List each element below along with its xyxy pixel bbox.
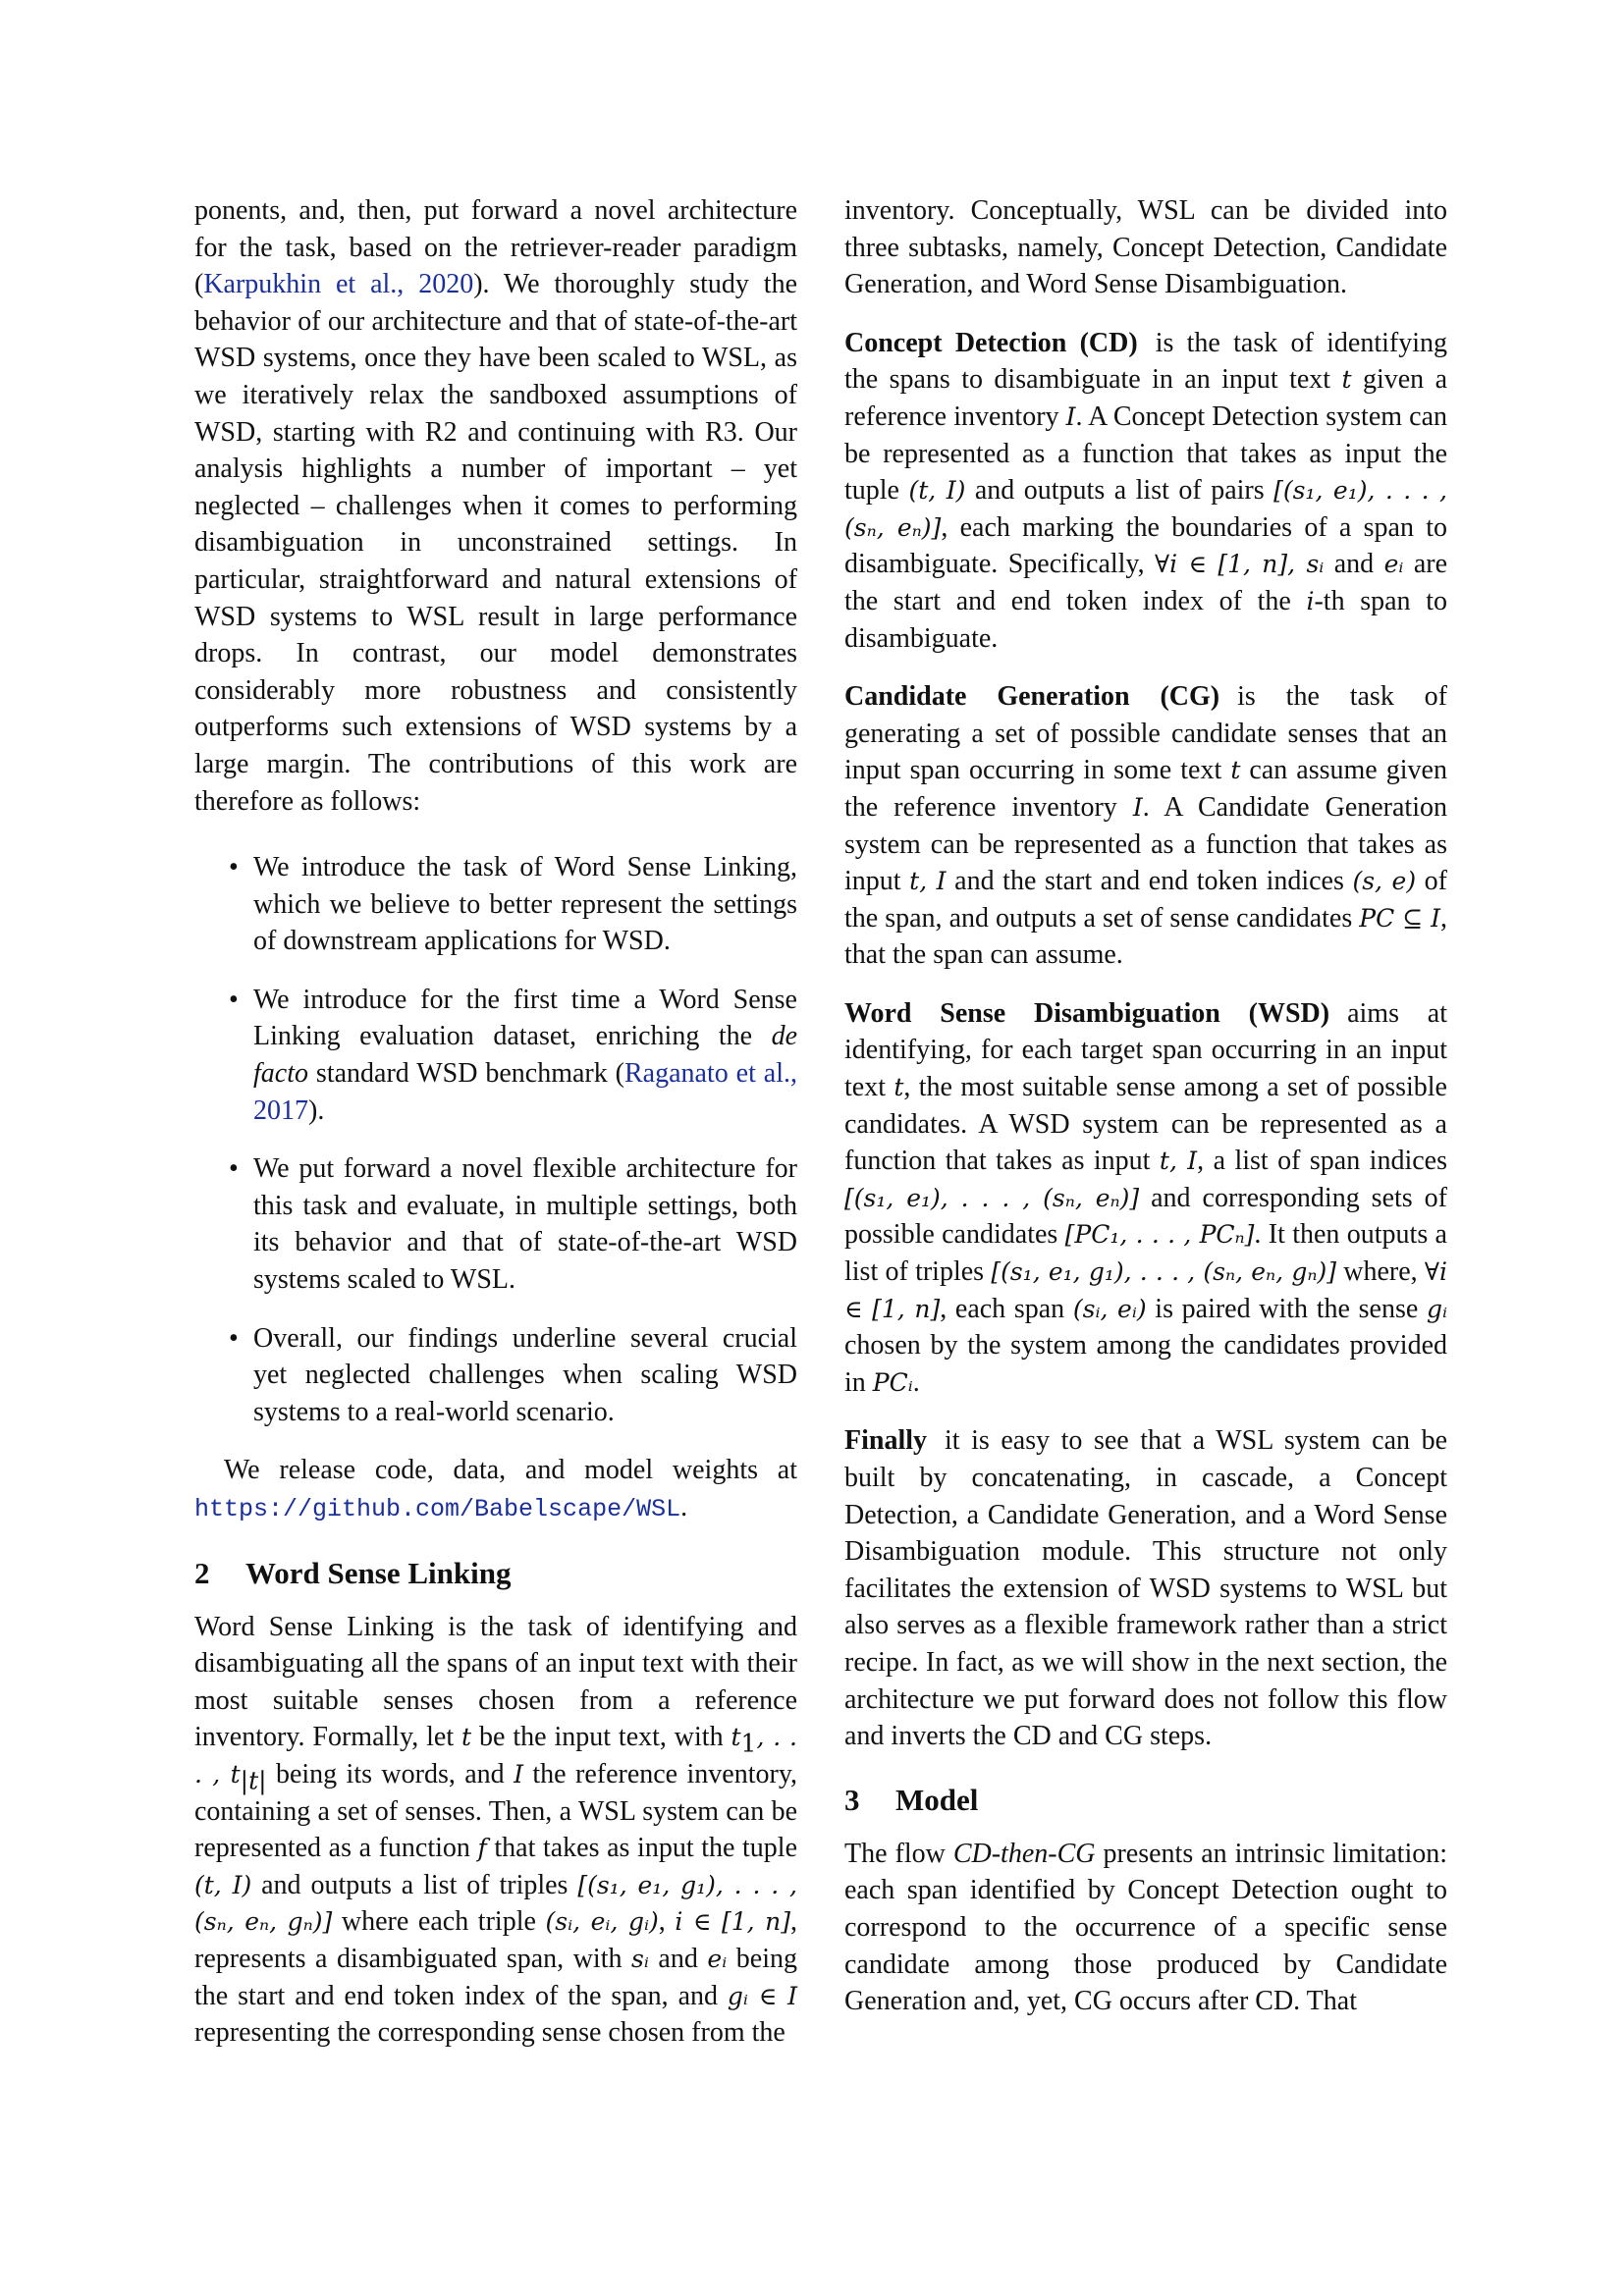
bullet-icon: • (229, 984, 239, 1015)
list-item: • We put forward a novel flexible architecture for this task and evaluate, in multiple settings, both its behavior and that of state-of-the-art WSD systems scaled to WSL. (194, 1150, 797, 1298)
bullet-icon: • (229, 1322, 239, 1354)
section-2-paragraph: Word Sense Linking is the task of identifying and disambiguating all the spans of an input text with their most suitable senses chosen from a reference inventory. Formally, let t be the input text, with $t_1$, . . . , $t_{|t|}$ being its words, and I the reference inventory, containing a set of senses. Then, a WSL system can be represented as a function f that takes as input the tuple (t, I) and outputs a list of triples [(s₁, e₁, g₁), . . . , (sₙ, eₙ, gₙ)] where each triple (sᵢ, eᵢ, gᵢ), i ∈ [1, n], represents a disambiguated span, with sᵢ and eᵢ being the start and end token index of the span, and gᵢ ∈ I representing the corresponding sense chosen from the (194, 1611, 798, 2049)
wsd-paragraph: Word Sense Disambiguation (WSD) aims at identifying, for each target span occurring in an input text t, the most suitable sense among a set of possible candidates. A WSD system can be represented as a function that takes as input t, I, a list of span indices [(s₁, e₁), . . . , (sₙ, eₙ)] and corresponding sets of possible candidates [PC₁, . . . , PCₙ]. It then outputs a list of triples [(s₁, e₁, g₁), . . . , (sₙ, eₙ, gₙ)] where, ∀i ∈ [1, n], each span (sᵢ, eᵢ) is paired with the sense gᵢ chosen by the system among the candidates provided in PCᵢ. (844, 997, 1448, 1398)
list-item: • Overall, our findings underline several crucial yet neglected challenges when scaling WSD systems to a real-world scenario. (194, 1320, 797, 1431)
contributions-list (194, 849, 797, 1430)
cg-paragraph: Candidate Generation (CG) is the task of generating a set of possible candidate senses that an input span occurring in some text t can assume given the reference inventory I. A Candidate Generation system can be represented as a function that takes as input t, I and the start and end token indices (s, e) of the span, and outputs a set of sense candidates PC ⊆ I, that the span can assume. (844, 681, 1448, 971)
section-heading-2: 2 Word Sense Linking (194, 1555, 512, 1590)
cd-paragraph: Concept Detection (CD) is the task of identifying the spans to disambiguate in an input text t given a reference inventory I. A Concept Detection system can be represented as a function that takes as input the tuple (t, I) and outputs a list of pairs [(s₁, e₁), . . . , (sₙ, eₙ)], each marking the boundaries of a span to disambiguate. Specifically, ∀i ∈ [1, n], sᵢ and eᵢ are the start and end token index of the i-th span to disambiguate. (844, 327, 1448, 654)
bullet-icon: • (229, 1153, 239, 1185)
github-link[interactable]: https://github.com/Babelscape/WSL (194, 1495, 681, 1523)
continuation-paragraph: inventory. Conceptually, WSL can be divided into three subtasks, namely, Concept Detection, Candidate Generation, and Word Sense Disambiguation. (844, 195, 1447, 300)
citation-karpukhin[interactable]: Karpukhin et al., 2020 (203, 269, 474, 300)
left-column (194, 192, 797, 2052)
list-item: • We introduce the task of Word Sense Linking, which we believe to better represent the settings of downstream applications for WSD. (194, 849, 797, 960)
right-column (844, 192, 1447, 2020)
finally-paragraph: Finally it is easy to see that a WSL system can be built by concatenating, in cascade, a Concept Detection, a Candidate Generation, and a Word Sense Disambiguation module. This structure not only facilitates the extension of WSD systems to WSL but also serves as a flexible framework rather than a strict recipe. In fact, as we will show in the next section, the architecture we put forward does not follow this flow and inverts the CD and CG steps. (844, 1425, 1447, 1752)
list-item: • We introduce for the first time a Word Sense Linking evaluation dataset, enriching the de facto standard WSD benchmark (Raganato et al., 2017). (194, 982, 797, 1129)
citation-raganato[interactable]: Raganato et al., 2017 (253, 1058, 798, 1126)
section-heading-3: 3 Model (844, 1782, 979, 1817)
release-paragraph: We release code, data, and model weights at https://github.com/Babelscape/WSL. (194, 1455, 797, 1523)
section-3-paragraph: The flow CD-then-CG presents an intrinsic limitation: each span identified by Concept Detection ought to correspond to the occurrence of a specific sense candidate among those produced by Candidate Generation and, yet, CG occurs after CD. That (844, 1838, 1448, 2017)
intro-paragraph: ponents, and, then, put forward a novel architecture for the task, based on the retriever-reader paradigm (Karpukhin et al., 2020). We thoroughly study the behavior of our architecture and that of state-of-the-art WSD systems, once they have been scaled to WSL, as we iteratively relax the sandboxed assumptions of WSD, starting with R2 and continuing with R3. Our analysis highlights a number of important – yet neglected – challenges when it comes to performing disambiguation in unconstrained settings. In particular, straightforward and natural extensions of WSD systems to WSL result in large performance drops. In contrast, our model demonstrates considerably more robustness and consistently outperforms such extensions of WSD systems by a large margin. The contributions of this work are therefore as follows: (194, 195, 797, 817)
bullet-icon: • (229, 852, 239, 883)
